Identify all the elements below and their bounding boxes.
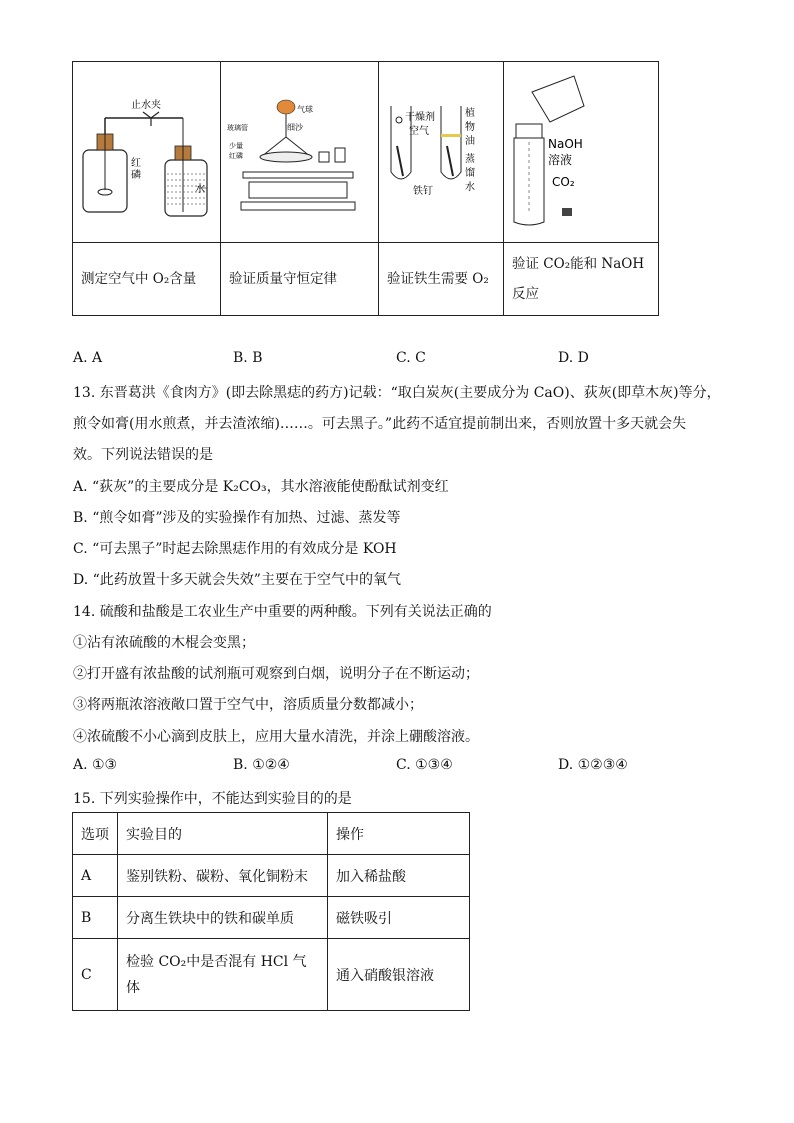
q12-option-c: C. C (396, 350, 426, 366)
svg-text:水: 水 (465, 182, 475, 193)
iron-rust-diagram-cell (379, 62, 504, 243)
q12-option-b: B. B (233, 350, 263, 366)
caption-cell: 验证质量守恒定律 (221, 243, 379, 316)
q15-table (72, 812, 470, 1011)
oxygen-content-apparatus-icon (73, 62, 212, 238)
column-header: 选项 (73, 813, 118, 855)
table-cell: 通入硝酸银溶液 (328, 939, 470, 1011)
table-row (73, 939, 470, 1011)
svg-text:溶液: 溶液 (548, 153, 573, 167)
q14-option-a: A. ①③ (73, 757, 118, 773)
svg-text:物: 物 (465, 122, 475, 133)
experiment-table (72, 61, 659, 316)
q13-stem-line: 13. 东晋葛洪《食肉方》(即去除黑痣的药方)记载：“取白炭灰(主要成分为 CaO)、荻灰(即草木灰)等分， (73, 385, 721, 401)
column-header: 实验目的 (118, 813, 328, 855)
q13-option-d: D. “此药放置十多天就会失效”主要在于空气中的氧气 (73, 572, 401, 588)
svg-text:干燥剂: 干燥剂 (405, 112, 435, 123)
table-cell: 分离生铁块中的铁和碳单质 (118, 897, 328, 939)
caption-cell: 验证铁生需要 O₂ (379, 243, 504, 316)
svg-text:细沙: 细沙 (287, 123, 303, 132)
q13-stem-line: 效。下列说法错误的是 (73, 447, 213, 463)
svg-text:CO₂: CO₂ (552, 175, 575, 189)
svg-text:油: 油 (465, 136, 475, 147)
table-row (73, 897, 470, 939)
table-cell: C (73, 939, 118, 1011)
svg-text:铁钉: 铁钉 (413, 186, 433, 197)
q12-option-a: A. A (73, 350, 103, 366)
q14-option-b: B. ①②④ (233, 757, 290, 773)
caption-row (73, 243, 659, 316)
bottle-beaker-icon (504, 62, 650, 238)
table-row (73, 855, 470, 897)
test-tubes-icon (379, 62, 495, 238)
q13-option-b: B. “煎令如膏”涉及的实验操作有加热、过滤、蒸发等 (73, 510, 401, 526)
q14-option-c: C. ①③④ (396, 757, 453, 773)
svg-text:蒸: 蒸 (465, 154, 475, 165)
q14-item: ①沾有浓硫酸的木棍会变黑； (73, 635, 255, 651)
table-cell: 检验 CO₂中是否混有 HCl 气体 (118, 939, 328, 1011)
svg-text:水: 水 (195, 184, 205, 195)
table-cell: 加入稀盐酸 (328, 855, 470, 897)
q14-item: ②打开盛有浓盐酸的试剂瓶可观察到白烟，说明分子在不断运动； (73, 666, 479, 682)
q14-item: ③将两瓶浓溶液敞口置于空气中，溶质质量分数都减小； (73, 697, 423, 713)
svg-text:空气: 空气 (409, 126, 429, 137)
svg-text:NaOH: NaOH (548, 137, 583, 151)
svg-text:植: 植 (465, 108, 475, 119)
q13-option-c: C. “可去黑子”时起去除黑痣作用的有效成分是 KOH (73, 541, 397, 557)
diagram-row (73, 62, 659, 243)
table-cell: A (73, 855, 118, 897)
svg-text:止水夹: 止水夹 (131, 100, 161, 111)
table-header-row (73, 813, 470, 855)
svg-text:磷: 磷 (131, 170, 141, 181)
q15-stem: 15. 下列实验操作中，不能达到实验目的的是 (73, 791, 352, 807)
svg-text:玻璃管: 玻璃管 (227, 124, 248, 132)
q13-option-a: A. “荻灰”的主要成分是 K₂CO₃，其水溶液能使酚酞试剂变红 (73, 479, 449, 495)
oxygen-content-diagram-cell (73, 62, 221, 243)
co2-naoh-diagram-cell (504, 62, 659, 243)
q14-option-d: D. ①②③④ (558, 757, 628, 773)
svg-text:少量: 少量 (229, 142, 243, 150)
q14-stem: 14. 硫酸和盐酸是工农业生产中重要的两种酸。下列有关说法正确的 (73, 604, 492, 620)
column-header: 操作 (328, 813, 470, 855)
svg-text:气球: 气球 (297, 105, 313, 114)
caption-cell: 验证 CO₂能和 NaOH 反应 (504, 243, 659, 316)
mass-conservation-diagram-cell (221, 62, 379, 243)
q13-stem-line: 煎令如膏(用水煎煮，并去渣浓缩)……。可去黑子。”此药不适宜提前制出来，否则放置十多天就会失 (73, 416, 687, 432)
balance-apparatus-icon (221, 62, 370, 238)
table-cell: 磁铁吸引 (328, 897, 470, 939)
q14-item: ④浓硫酸不小心滴到皮肤上，应用大量水清洗，并涂上硼酸溶液。 (73, 729, 479, 745)
svg-text:馏: 馏 (465, 168, 475, 179)
caption-cell: 测定空气中 O₂含量 (73, 243, 221, 316)
table-cell: B (73, 897, 118, 939)
q12-option-d: D. D (558, 350, 589, 366)
svg-text:红磷: 红磷 (229, 152, 243, 160)
svg-text:红: 红 (131, 158, 141, 169)
table-cell: 鉴别铁粉、碳粉、氧化铜粉末 (118, 855, 328, 897)
